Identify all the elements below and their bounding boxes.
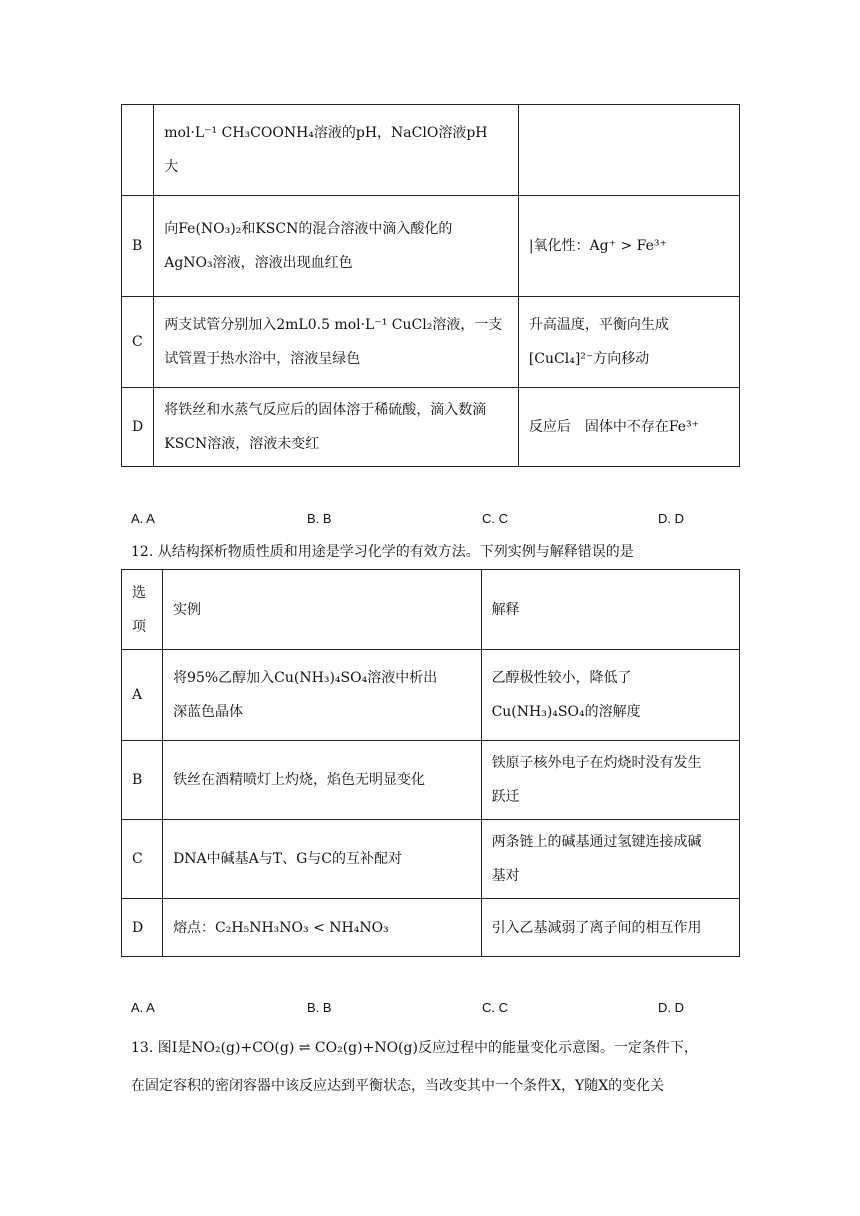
header-example: 实例 xyxy=(163,570,482,650)
row-explain: 乙醇极性较小，降低了 Cu(NH₃)₄SO₄的溶解度 xyxy=(481,650,739,741)
row-explain: 引入乙基减弱了离子间的相互作用 xyxy=(481,899,739,957)
table-row xyxy=(122,899,740,957)
table-row xyxy=(122,297,740,388)
row-explain: 反应后 固体中不存在Fe³⁺ xyxy=(518,388,739,467)
row-explain: |氧化性：Ag⁺ > Fe³⁺ xyxy=(518,196,739,297)
row-example: mol·L⁻¹ CH₃COONH₄溶液的pH，NaClO溶液pH 大 xyxy=(154,105,519,196)
header-label: 选 项 xyxy=(122,570,163,650)
question-stem: 12. 从结构探析物质性质和用途是学习化学的有效方法。下列实例与解释错误的是 xyxy=(131,544,634,560)
row-label: D xyxy=(122,388,154,467)
option-c[interactable]: C. C xyxy=(482,511,508,526)
table-row xyxy=(122,820,740,899)
option-a[interactable]: A. A xyxy=(131,1000,155,1015)
row-example: 熔点：C₂H₅NH₃NO₃ < NH₄NO₃ xyxy=(163,899,482,957)
row-label: D xyxy=(122,899,163,957)
question-stem: 13. 图I是NO₂(g)+CO(g) ⇌ CO₂(g)+NO(g)反应过程中的能量变化示意图。一定条件下， 在固定容积的密闭容器中该反应达到平衡状态，当改变其中一个条件X，Y随X的变化关 xyxy=(131,1040,698,1094)
row-label: B xyxy=(122,741,163,820)
option-d[interactable]: D. D xyxy=(658,1000,684,1015)
row-explain: 铁原子核外电子在灼烧时没有发生 跃迁 xyxy=(481,741,739,820)
q11-table xyxy=(121,104,740,467)
table-row xyxy=(122,105,740,196)
row-label: B xyxy=(122,196,154,297)
row-example: 将95%乙醇加入Cu(NH₃)₄SO₄溶液中析出 深蓝色晶体 xyxy=(163,650,482,741)
row-label: A xyxy=(122,650,163,741)
row-label: C xyxy=(122,297,154,388)
table-row xyxy=(122,196,740,297)
option-b[interactable]: B. B xyxy=(307,511,332,526)
row-example: 铁丝在酒精喷灯上灼烧，焰色无明显变化 xyxy=(163,741,482,820)
row-label: C xyxy=(122,820,163,899)
row-explain: 升高温度，平衡向生成 [CuCl₄]²⁻方向移动 xyxy=(518,297,739,388)
row-example: 向Fe(NO₃)₂和KSCN的混合溶液中滴入酸化的 AgNO₃溶液，溶液出现血红色 xyxy=(154,196,519,297)
option-d[interactable]: D. D xyxy=(658,511,684,526)
table-row xyxy=(122,388,740,467)
row-example: 将铁丝和水蒸气反应后的固体溶于稀硫酸，滴入数滴 KSCN溶液，溶液未变红 xyxy=(154,388,519,467)
table-row xyxy=(122,650,740,741)
row-example: DNA中碱基A与T、G与C的互补配对 xyxy=(163,820,482,899)
row-explain: 两条链上的碱基通过氢键连接成碱 基对 xyxy=(481,820,739,899)
header-explain: 解释 xyxy=(481,570,739,650)
row-explain xyxy=(518,105,739,196)
option-a[interactable]: A. A xyxy=(131,511,155,526)
row-label xyxy=(122,105,154,196)
table-header xyxy=(122,570,740,650)
q12-table xyxy=(121,569,740,957)
option-c[interactable]: C. C xyxy=(482,1000,508,1015)
table-row xyxy=(122,741,740,820)
row-example: 两支试管分别加入2mL0.5 mol·L⁻¹ CuCl₂溶液，一支 试管置于热水浴中，溶液呈绿色 xyxy=(154,297,519,388)
option-b[interactable]: B. B xyxy=(307,1000,332,1015)
